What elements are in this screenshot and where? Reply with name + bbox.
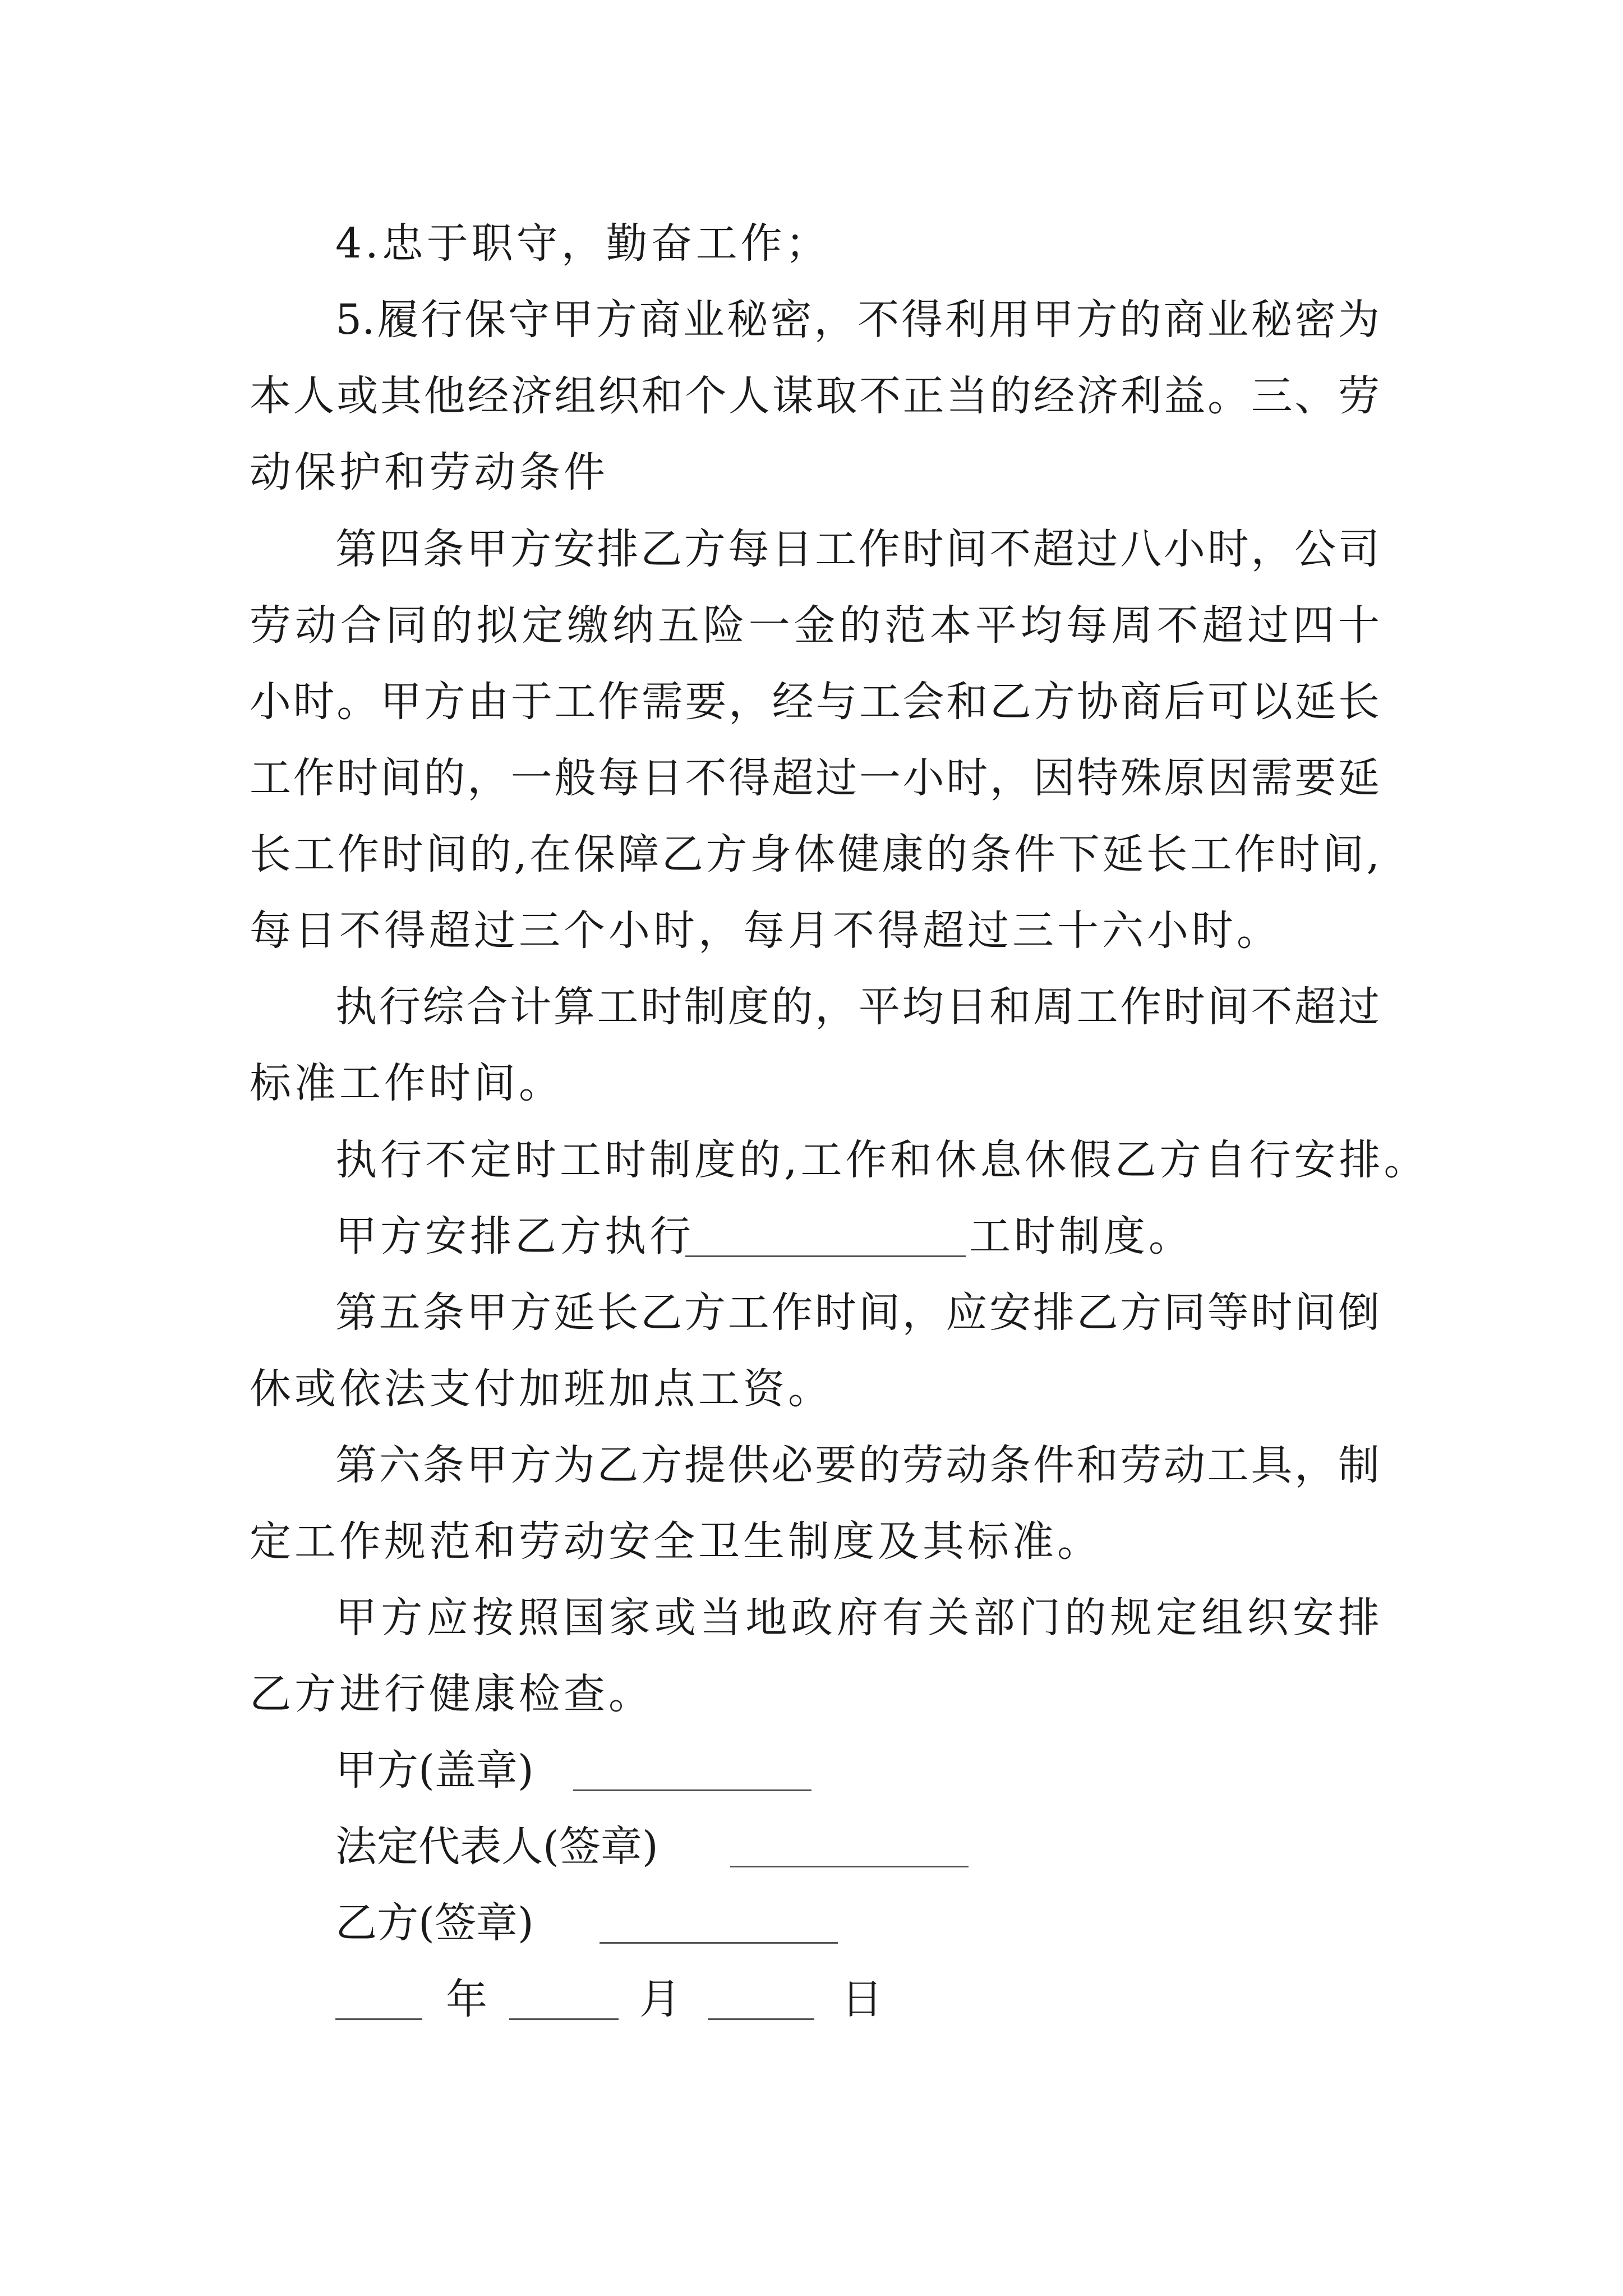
year-label: 年: [446, 1975, 487, 2023]
clause-line: 工时制度。: [969, 1212, 1193, 1260]
party-a-seal-blank[interactable]: [573, 1789, 811, 1791]
clause-line: 执行综合计算工时制度的，平均日和周工作时间不超过: [335, 983, 1380, 1031]
clause-line: 4.忠于职守，勤奋工作；: [335, 219, 831, 268]
clause-line: 甲方应按照国家或当地政府有关部门的规定组织安排: [335, 1594, 1380, 1642]
legal-rep-sign-label: 法定代表人(签章): [335, 1823, 658, 1871]
party-a-seal-label: 甲方(盖章): [335, 1746, 534, 1795]
clause-line: 每日不得超过三个小时，每月不得超过三十六小时。: [250, 907, 1281, 955]
clause-line: 第六条甲方为乙方提供必要的劳动条件和劳动工具，制: [335, 1441, 1380, 1489]
legal-rep-sign-blank[interactable]: [730, 1866, 969, 1867]
clause-line: 小时。甲方由于工作需要，经与工会和乙方协商后可以延长: [250, 678, 1380, 726]
month-label: 月: [639, 1975, 681, 2023]
clause-line: 第五条甲方延长乙方工作时间，应安排乙方同等时间倒: [335, 1289, 1380, 1337]
month-blank[interactable]: [509, 2018, 619, 2020]
clause-line: 乙方进行健康检查。: [250, 1670, 653, 1718]
clause-line: 第四条甲方安排乙方每日工作时间不超过八小时，公司: [335, 525, 1380, 573]
year-blank[interactable]: [335, 2018, 422, 2020]
day-label: 日: [841, 1975, 883, 2023]
clause-line: 劳动合同的拟定缴纳五险一金的范本平均每周不超过四十: [250, 601, 1380, 650]
party-b-sign-label: 乙方(签章): [335, 1899, 534, 1947]
clause-line: 标准工作时间。: [250, 1059, 564, 1107]
section-heading: 动保护和劳动条件: [250, 448, 608, 496]
work-hours-blank[interactable]: [685, 1255, 966, 1257]
clause-line: 5.履行保守甲方商业秘密，不得利用甲方的商业秘密为: [335, 296, 1380, 344]
clause-line: 工作时间的，一般每日不得超过一小时，因特殊原因需要延: [250, 754, 1380, 802]
clause-line: 定工作规范和劳动安全卫生制度及其标准。: [250, 1517, 1102, 1566]
day-blank[interactable]: [708, 2018, 814, 2020]
clause-line: 本人或其他经济组织和个人谋取不正当的经济利益。三、劳: [250, 372, 1380, 420]
clause-line: 休或依法支付加班加点工资。: [250, 1365, 833, 1413]
party-b-sign-blank[interactable]: [600, 1942, 838, 1944]
clause-line: 执行不定时工时制度的,工作和休息休假乙方自行安排。: [335, 1136, 1429, 1184]
clause-line: 长工作时间的,在保障乙方身体健康的条件下延长工作时间,: [250, 830, 1380, 878]
clause-line: 甲方安排乙方执行: [335, 1212, 694, 1260]
